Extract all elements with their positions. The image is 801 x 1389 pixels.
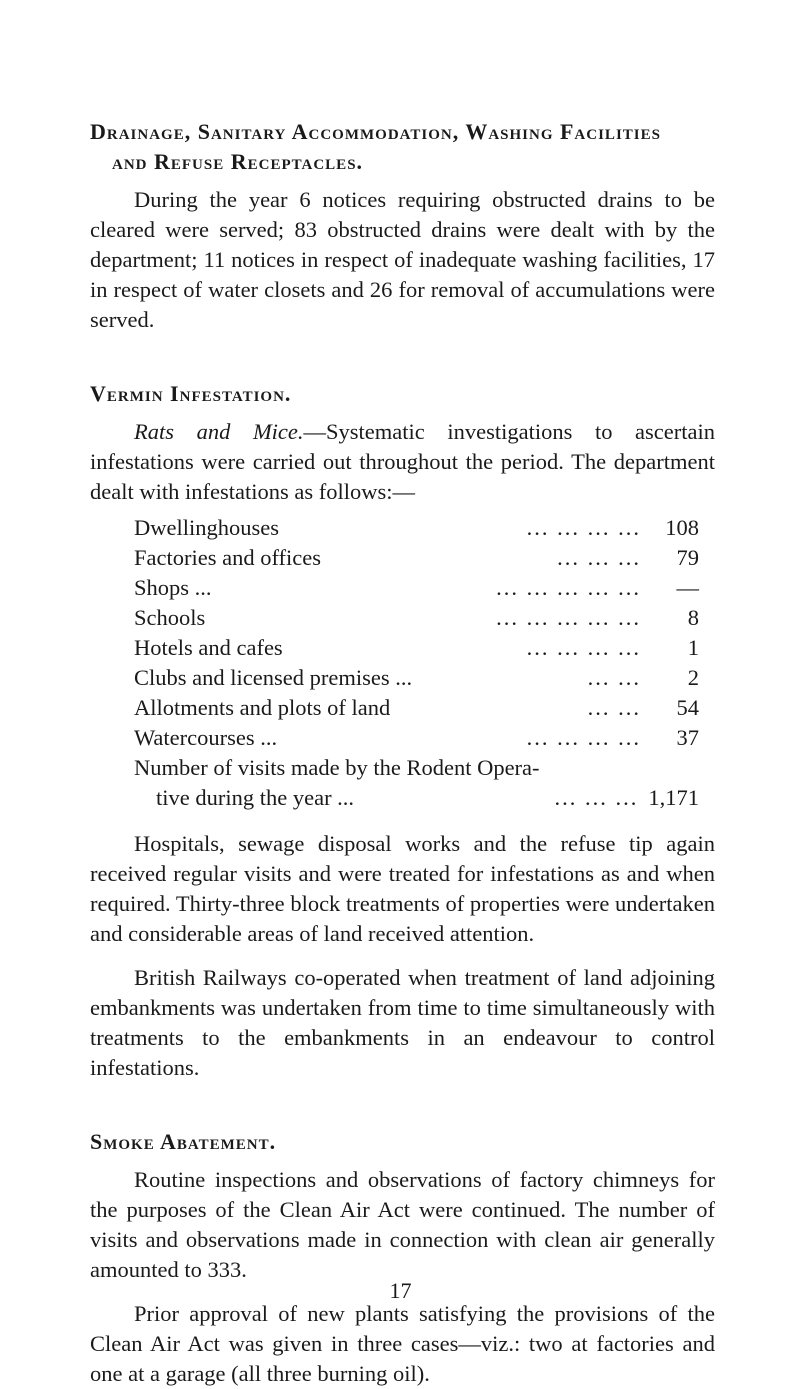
visits-row [134, 783, 699, 813]
drainage-heading-line1: Drainage, Sanitary Accommodation, Washing Facilities [90, 119, 661, 144]
table-row [134, 543, 699, 573]
table-row [134, 513, 699, 543]
drainage-paragraph: During the year 6 notices requiring obstructed drains to be cleared were served; 83 obstructed drains were dealt with by the department; 11 notices in respect of inadequate washing facilities, 17 in respect of water closets and 26 for removal of accumulations were served. [90, 187, 715, 332]
row-label: Watercourses ... [134, 725, 278, 750]
table-row [134, 663, 699, 693]
smoke-heading: Smoke Abatement. [90, 1129, 277, 1154]
table-row [134, 693, 699, 723]
row-value: 37 [676, 725, 699, 750]
prior-approval-paragraph: Prior approval of new plants satisfying the provisions of the Clean Air Act was given in three cases—viz.: two at factories and one at a garage (all three burning oil). [90, 1301, 715, 1386]
row-leader: ... ... [587, 695, 641, 720]
row-value: 54 [676, 695, 699, 720]
row-label: Schools [134, 605, 206, 630]
page-number: 17 [389, 1278, 412, 1303]
visits-row-value: 1,171 [648, 785, 699, 810]
row-leader: ... ... ... ... [526, 725, 641, 750]
row-value: 108 [665, 515, 699, 540]
row-value: 8 [687, 605, 699, 630]
drainage-heading [90, 117, 715, 177]
table-row [134, 603, 699, 633]
row-value: 2 [687, 665, 699, 690]
row-value: 1 [687, 635, 699, 660]
visits-row-label: tive during the year ... [156, 785, 355, 810]
railways-paragraph: British Railways co-operated when treatment of land adjoining embankments was undertaken from time to time simultaneously with treatments to the embankments in an endeavour to control infestations. [90, 965, 715, 1080]
row-label: Allotments and plots of land [134, 695, 391, 720]
row-leader: ... ... ... ... [526, 515, 641, 540]
vermin-heading: Vermin Infestation. [90, 381, 292, 406]
visits-row-line1: Number of visits made by the Rodent Opera- [134, 755, 540, 780]
row-leader: ... ... ... ... [526, 635, 641, 660]
row-label: Hotels and cafes [134, 635, 283, 660]
row-label: Shops ... [134, 575, 212, 600]
table-row [134, 573, 699, 603]
row-leader: ... ... [587, 665, 641, 690]
row-value: — [676, 575, 699, 600]
infestation-table [134, 513, 699, 813]
routine-paragraph: Routine inspections and observations of factory chimneys for the purposes of the Clean Air Act were continued. The number of visits and observations made in connection with clean air generally amounted to 333. [90, 1167, 715, 1282]
row-leader: ... ... ... ... ... [496, 575, 641, 600]
drainage-heading-line2: and Refuse Receptacles. [112, 149, 364, 174]
row-label: Dwellinghouses [134, 515, 279, 540]
vermin-intro-text: —Systematic investigations to ascertain infestations were carried out throughout the period. The department dealt with infestations as follows:— [90, 419, 715, 504]
row-label: Clubs and licensed premises ... [134, 665, 413, 690]
visits-row-leader: ... ... ... [554, 785, 639, 810]
vermin-intro [90, 417, 715, 507]
row-leader: ... ... ... [557, 545, 641, 570]
rats-and-mice-label: Rats and Mice. [134, 419, 304, 444]
hospitals-paragraph: Hospitals, sewage disposal works and the refuse tip again received regular visits and were treated for infestations as and when required. Thirty-three block treatments of properties were undertaken and considerable areas of land received attention. [90, 831, 715, 946]
table-row [134, 633, 699, 663]
table-row [134, 723, 699, 753]
document-page [90, 117, 715, 1389]
row-leader: ... ... ... ... ... [496, 605, 641, 630]
row-value: 79 [676, 545, 699, 570]
row-label: Factories and offices [134, 545, 322, 570]
